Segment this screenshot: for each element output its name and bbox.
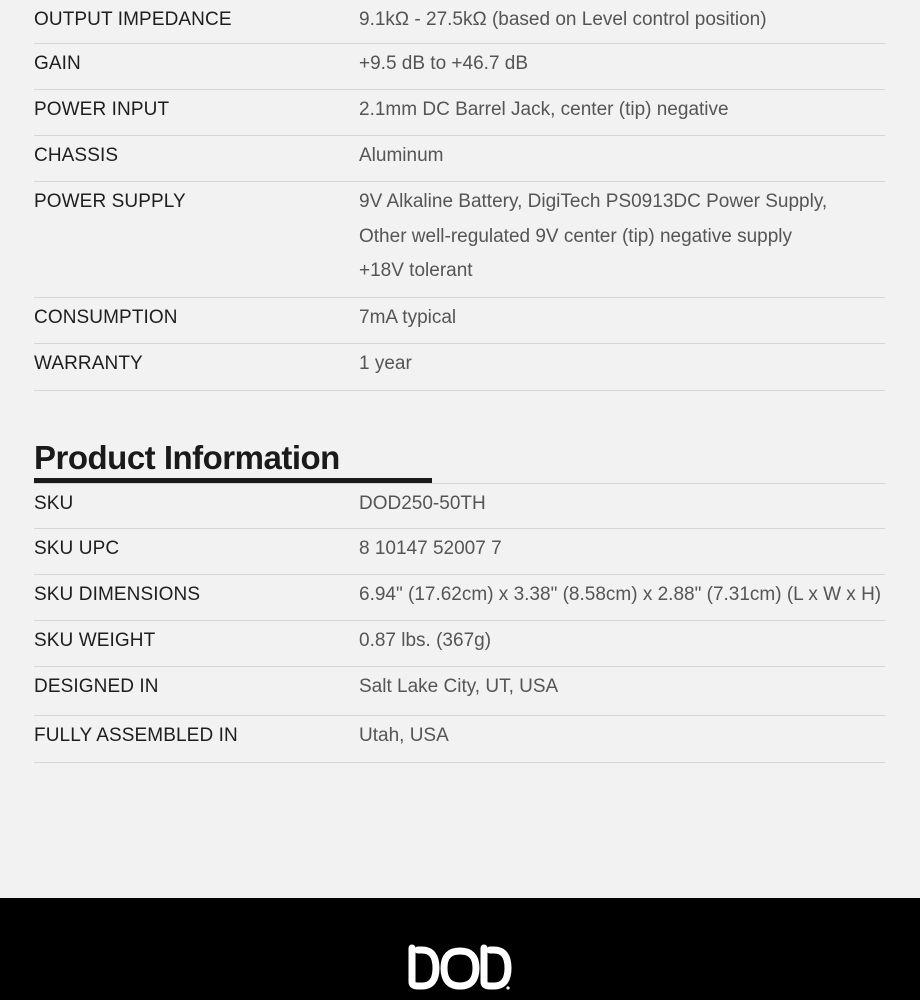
spec-value bbox=[359, 719, 885, 754]
spec-value-line: 1 year bbox=[359, 353, 412, 374]
spec-row-sku bbox=[34, 484, 885, 529]
spec-row-designed-in bbox=[34, 667, 885, 716]
spec-label: FULLY ASSEMBLED IN bbox=[34, 725, 238, 746]
spec-row-power-supply bbox=[34, 182, 885, 298]
spec-value bbox=[359, 93, 885, 128]
spec-value-line: 6.94" (17.62cm) x 3.38" (8.58cm) x 2.88" (7.31cm) (L x W x H) bbox=[359, 584, 882, 605]
spec-label: SKU WEIGHT bbox=[34, 630, 156, 651]
spec-row-sku-dimensions bbox=[34, 575, 885, 621]
spec-label: SKU DIMENSIONS bbox=[34, 584, 201, 605]
product-information-heading: Product Information bbox=[34, 439, 340, 476]
spec-value bbox=[359, 301, 885, 336]
spec-value bbox=[359, 670, 885, 705]
spec-label: OUTPUT IMPEDANCE bbox=[34, 9, 232, 30]
spec-value bbox=[359, 347, 885, 382]
spec-row-warranty bbox=[34, 344, 885, 391]
spec-value bbox=[359, 185, 885, 289]
spec-value-line: 0.87 lbs. (367g) bbox=[359, 630, 492, 651]
spec-value-line: Aluminum bbox=[359, 145, 444, 166]
spec-label: GAIN bbox=[34, 53, 81, 74]
spec-label: WARRANTY bbox=[34, 353, 143, 374]
spec-value-line: 9.1kΩ - 27.5kΩ (based on Level control position) bbox=[359, 9, 767, 30]
spec-label: POWER SUPPLY bbox=[34, 191, 186, 212]
spec-row-output-impedance bbox=[34, 0, 885, 44]
spec-value-line: +9.5 dB to +46.7 dB bbox=[359, 53, 529, 74]
spec-value bbox=[359, 139, 885, 174]
spec-label: CHASSIS bbox=[34, 145, 119, 166]
spec-value bbox=[359, 532, 885, 567]
dod-logo-icon[interactable] bbox=[404, 942, 514, 992]
spec-row-consumption bbox=[34, 298, 885, 344]
spec-value-line: Salt Lake City, UT, USA bbox=[359, 676, 559, 697]
spec-label: DESIGNED IN bbox=[34, 676, 159, 697]
spec-row-sku-upc bbox=[34, 529, 885, 575]
spec-value bbox=[359, 578, 885, 613]
spec-value-line: 8 10147 52007 7 bbox=[359, 538, 502, 559]
spec-row-gain bbox=[34, 44, 885, 90]
spec-label: CONSUMPTION bbox=[34, 307, 178, 328]
spec-value bbox=[359, 487, 885, 522]
spec-value-line: Other well-regulated 9V center (tip) negative supply bbox=[359, 225, 793, 247]
spec-value-line: +18V tolerant bbox=[359, 260, 473, 281]
spec-row-power-input bbox=[34, 90, 885, 136]
spec-value bbox=[359, 624, 885, 659]
spec-value bbox=[359, 47, 885, 82]
spec-value bbox=[359, 3, 885, 38]
dod-logo-icon-graphic bbox=[404, 942, 514, 992]
spec-row-fully-assembled-in bbox=[34, 716, 885, 763]
spec-value-line: 7mA typical bbox=[359, 307, 457, 328]
spec-value-line: DOD250-50TH bbox=[359, 493, 486, 514]
spec-value-line: 2.1mm DC Barrel Jack, center (tip) negative bbox=[359, 99, 729, 120]
product-information-table bbox=[34, 484, 885, 763]
spec-label: SKU UPC bbox=[34, 538, 120, 559]
spec-label: SKU bbox=[34, 493, 74, 514]
spec-value-line: Utah, USA bbox=[359, 725, 449, 746]
specifications-table bbox=[34, 0, 885, 391]
spec-value-line: 9V Alkaline Battery, DigiTech PS0913DC Power Supply, bbox=[359, 191, 828, 212]
spec-row-sku-weight bbox=[34, 621, 885, 667]
spec-row-chassis bbox=[34, 136, 885, 182]
spec-label: POWER INPUT bbox=[34, 99, 170, 120]
